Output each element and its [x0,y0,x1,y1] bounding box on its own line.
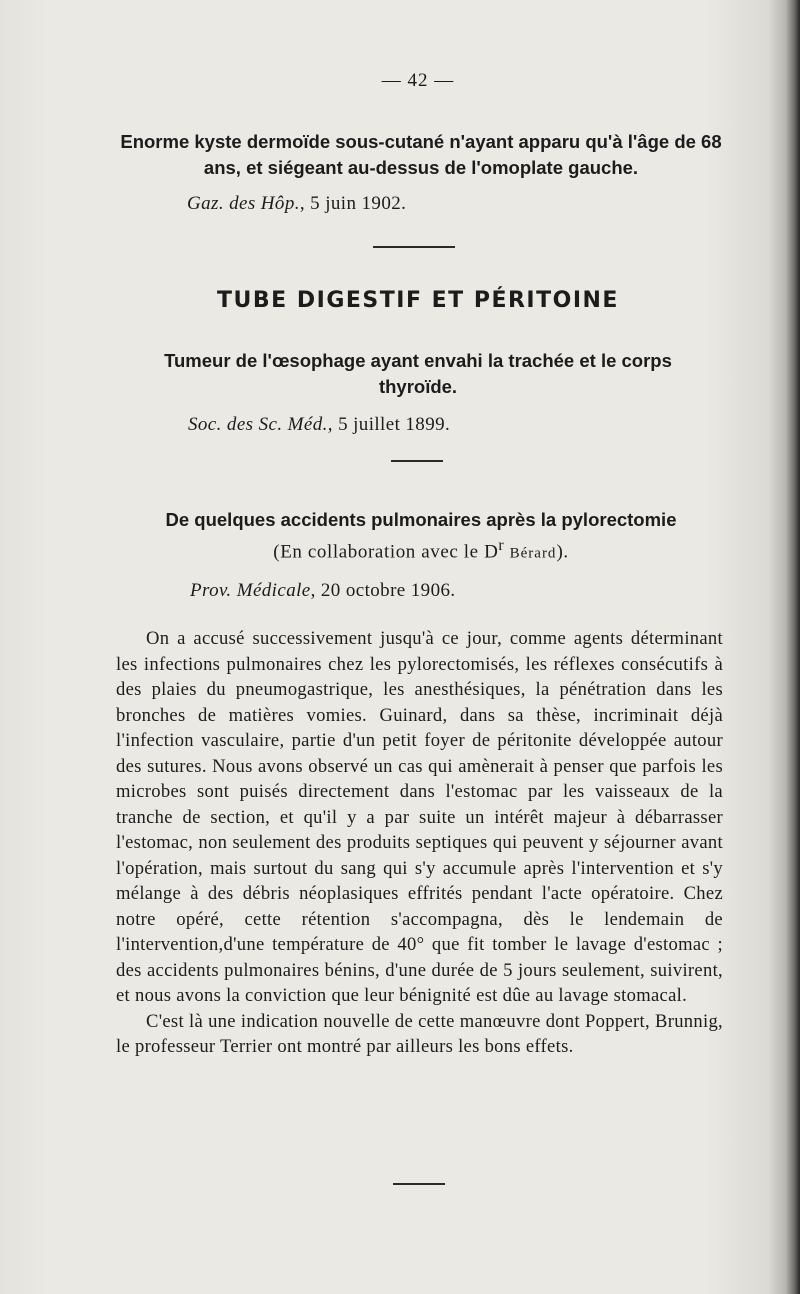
separator-rule [393,1183,445,1185]
collaboration-note [126,533,716,566]
collab-prefix: (En collaboration avec le D [273,541,499,563]
citation-date: , 5 juin 1902. [299,193,407,214]
body-text [116,626,723,1060]
collab-suffix: ). [556,541,569,563]
citation-journal: Soc. des Sc. Méd. [188,414,328,435]
section-heading: TUBE DIGESTIF ET PÉRITOINE [217,288,619,313]
citation-soc-sc-med [188,414,450,436]
citation-journal: Prov. Médicale [190,580,311,601]
entry-title-dermoid-cyst: Enorme kyste dermoïde sous-cutané n'ayant apparu qu'à l'âge de 68 ans, et siégeant au-dessus de l'omoplate gauche. [120,131,722,178]
collab-sup: r [498,537,505,554]
page-edge-shadow [786,0,800,1294]
citation-journal: Gaz. des Hôp. [187,193,300,214]
entry-title-text: De quelques accidents pulmonaires après la pylorectomie [165,509,677,530]
citation-date: , 5 juillet 1899. [327,414,451,435]
entry-title-pylorectomy [126,507,716,566]
collab-name: Bérard [509,545,557,562]
entry-title-oesophagus-tumor: Tumeur de l'œsophage ayant envahi la trachée et le corps thyroïde. [164,350,672,397]
separator-rule [373,246,455,248]
page-number: — 42 — [381,70,455,91]
citation-date: , 20 octobre 1906. [310,580,456,601]
body-paragraph: C'est là une indication nouvelle de cette manœuvre dont Poppert, Brunnig, le professeur Terrier ont montré par ailleurs les bons effets. [116,1010,723,1057]
body-paragraph: On a accusé successivement jusqu'à ce jour, comme agents déterminant les infections pulmonaires chez les pylorectomisés, les réflexes consécutifs à des plaies du pneumogastrique, les anesthésiques, la pénétration dans les bronches de matières vomies. Guinard, dans sa thèse, incriminait déjà l'infection vasculaire, partie d'un petit foyer de péritonite développée autour des sutures. Nous avons observé un cas qui amènerait à penser que parfois les microbes sont puisés directement dans l'estomac par les vaisseaux de la tranche de section, et qu'il y a par suite un intérêt majeur à débarrasser l'estomac, non seulement des produits septiques qui peuvent y séjourner avant l'opération, mais surtout du sang qui s'y accumule après l'intervention et s'y mélange à des débris néoplasiques effrités pendant l'acte opératoire. Chez notre opéré, cette rétention s'accompagna, dès le lendemain de l'intervention,d'une température de 40° que fit tomber le lavage d'estomac ; des accidents pulmonaires bénins, d'une durée de 5 jours seulement, suivirent, et nous avons la conviction que leur bénignité est dûe au lavage stomacal. [116,628,723,1006]
separator-rule [391,460,443,462]
citation-gazette [187,193,406,215]
citation-prov-medicale [190,580,456,602]
